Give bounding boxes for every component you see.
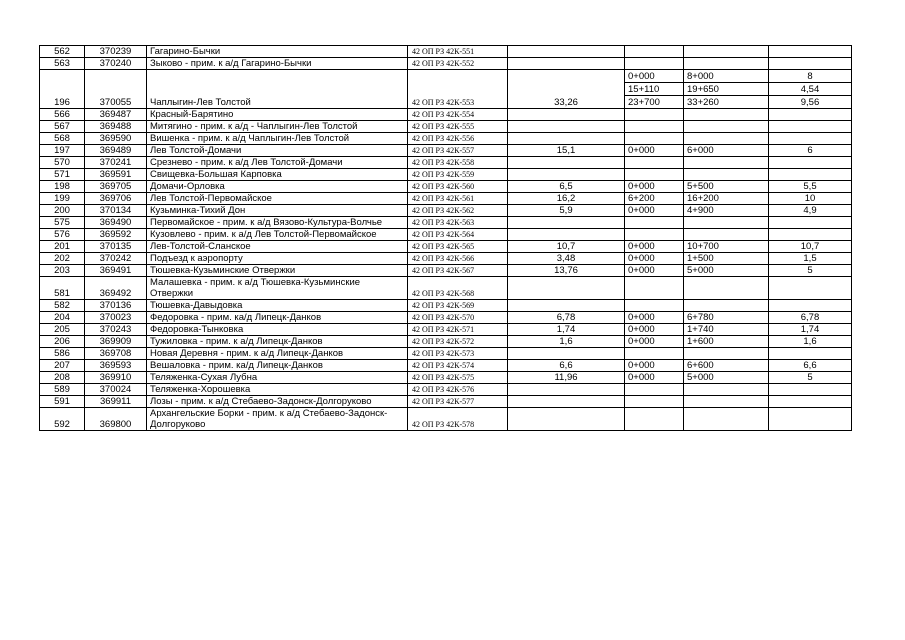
table-row [40,348,852,360]
row-number-cell: 581 [40,277,85,300]
table-row [40,133,852,145]
length-cell [508,277,625,300]
segment-to-cell: 16+200 [684,193,769,205]
segment-from-cell: 0+000 [625,145,684,157]
table-row [40,241,852,253]
road-id-cell: 42 ОП РЗ 42К-564 [408,229,508,241]
table-row [40,217,852,229]
code-cell: 369591 [85,169,147,181]
row-number-cell: 591 [40,396,85,408]
code-cell: 369800 [85,408,147,431]
road-name-cell: Лев-Толстой-Сланское [147,241,408,253]
road-name-cell: Тюшевка-Кузьминские Отвержки [147,265,408,277]
row-number-cell: 589 [40,384,85,396]
road-name-cell: Лозы - прим. к а/д Стебаево-Задонск-Долгоруково [147,396,408,408]
segment-to-cell [684,217,769,229]
code-cell: 370241 [85,157,147,169]
segment-to-cell: 4+900 [684,205,769,217]
code-cell: 369910 [85,372,147,384]
table-row [40,336,852,348]
segment-to-cell [684,300,769,312]
road-id-cell: 42 ОП РЗ 42К-570 [408,312,508,324]
row-number-cell: 200 [40,205,85,217]
segment-to-cell: 8+000 [684,70,769,83]
segment-to-cell: 6+600 [684,360,769,372]
table-row [40,70,852,83]
segment-to-cell: 10+700 [684,241,769,253]
segment-length-cell: 1,5 [769,253,852,265]
segment-to-cell: 1+600 [684,336,769,348]
segment-from-cell [625,133,684,145]
segment-from-cell [625,300,684,312]
code-cell: 369487 [85,109,147,121]
segment-to-cell: 5+500 [684,181,769,193]
segment-length-cell [769,157,852,169]
length-cell [508,169,625,181]
road-id-cell: 42 ОП РЗ 42К-562 [408,205,508,217]
row-number-cell: 207 [40,360,85,372]
segment-length-cell [769,348,852,360]
road-id-cell: 42 ОП РЗ 42К-556 [408,133,508,145]
segment-to-cell [684,121,769,133]
segment-to-cell: 1+500 [684,253,769,265]
segment-length-cell: 5 [769,265,852,277]
segment-from-cell: 0+000 [625,336,684,348]
length-cell: 11,96 [508,372,625,384]
road-id-cell: 42 ОП РЗ 42К-568 [408,277,508,300]
length-cell [508,384,625,396]
road-name-cell: Федоровка-Тынковка [147,324,408,336]
road-id-cell: 42 ОП РЗ 42К-553 [408,70,508,109]
code-cell: 369492 [85,277,147,300]
code-cell: 370023 [85,312,147,324]
road-name-cell: Домачи-Орловка [147,181,408,193]
segment-from-cell [625,396,684,408]
segment-length-cell [769,384,852,396]
segment-to-cell: 5+000 [684,265,769,277]
road-name-cell: Архангельские Борки - прим. к а/д Стебаево-Задонск-Долгоруково [147,408,408,431]
code-cell: 370240 [85,58,147,70]
segment-length-cell [769,133,852,145]
segment-from-cell: 0+000 [625,372,684,384]
road-id-cell: 42 ОП РЗ 42К-565 [408,241,508,253]
segment-from-cell [625,157,684,169]
code-cell: 369590 [85,133,147,145]
table-row [40,58,852,70]
segment-from-cell: 0+000 [625,181,684,193]
table-row [40,384,852,396]
row-number-cell: 206 [40,336,85,348]
code-cell: 369592 [85,229,147,241]
table-row [40,372,852,384]
road-name-cell: Новая Деревня - прим. к а/д Липецк-Данков [147,348,408,360]
segment-from-cell: 0+000 [625,265,684,277]
segment-from-cell: 0+000 [625,360,684,372]
row-number-cell: 582 [40,300,85,312]
segment-from-cell: 15+110 [625,83,684,96]
segment-length-cell: 5,5 [769,181,852,193]
roads-table [39,45,852,431]
segment-from-cell: 0+000 [625,312,684,324]
length-cell: 15,1 [508,145,625,157]
table-row [40,46,852,58]
road-id-cell: 42 ОП РЗ 42К-554 [408,109,508,121]
segment-from-cell: 0+000 [625,205,684,217]
road-id-cell: 42 ОП РЗ 42К-569 [408,300,508,312]
segment-from-cell: 0+000 [625,241,684,253]
road-name-cell: Гагарино-Бычки [147,46,408,58]
row-number-cell: 204 [40,312,85,324]
row-number-cell: 197 [40,145,85,157]
table-row [40,109,852,121]
length-cell [508,229,625,241]
road-name-cell: Тужиловка - прим. к а/д Липецк-Данков [147,336,408,348]
code-cell: 370024 [85,384,147,396]
segment-to-cell [684,133,769,145]
segment-to-cell [684,384,769,396]
road-name-cell: Первомайское - прим. к а/д Вязово-Культура-Волчье [147,217,408,229]
segment-from-cell [625,384,684,396]
table-body [40,46,852,431]
length-cell [508,396,625,408]
segment-length-cell: 1,74 [769,324,852,336]
code-cell: 370134 [85,205,147,217]
code-cell: 369488 [85,121,147,133]
code-cell: 370135 [85,241,147,253]
code-cell: 369491 [85,265,147,277]
code-cell: 369911 [85,396,147,408]
road-id-cell: 42 ОП РЗ 42К-560 [408,181,508,193]
segment-from-cell [625,169,684,181]
code-cell: 369593 [85,360,147,372]
length-cell: 3,48 [508,253,625,265]
code-cell: 370055 [85,70,147,109]
segment-to-cell: 5+000 [684,372,769,384]
segment-from-cell: 0+000 [625,70,684,83]
length-cell [508,348,625,360]
length-cell: 16,2 [508,193,625,205]
road-name-cell: Свищевка-Большая Карповка [147,169,408,181]
segment-length-cell: 5 [769,372,852,384]
table-row [40,300,852,312]
road-name-cell: Федоровка - прим. ка/д Липецк-Данков [147,312,408,324]
segment-length-cell [769,169,852,181]
road-id-cell: 42 ОП РЗ 42К-555 [408,121,508,133]
segment-length-cell: 9,56 [769,96,852,109]
table-row [40,145,852,157]
code-cell: 369705 [85,181,147,193]
segment-length-cell: 6,6 [769,360,852,372]
road-name-cell: Чаплыгин-Лев Толстой [147,70,408,109]
table-row [40,229,852,241]
row-number-cell: 576 [40,229,85,241]
road-name-cell: Кузовлево - прим. к а/д Лев Толстой-Первомайское [147,229,408,241]
segment-from-cell [625,121,684,133]
row-number-cell: 575 [40,217,85,229]
segment-to-cell [684,229,769,241]
row-number-cell: 198 [40,181,85,193]
road-id-cell: 42 ОП РЗ 42К-577 [408,396,508,408]
segment-to-cell: 6+780 [684,312,769,324]
table-row [40,121,852,133]
segment-length-cell: 8 [769,70,852,83]
road-name-cell: Лев Толстой-Домачи [147,145,408,157]
row-number-cell: 562 [40,46,85,58]
road-id-cell: 42 ОП РЗ 42К-558 [408,157,508,169]
segment-to-cell [684,396,769,408]
length-cell: 6,5 [508,181,625,193]
segment-to-cell [684,348,769,360]
segment-to-cell: 6+000 [684,145,769,157]
table-row [40,277,852,300]
segment-from-cell [625,217,684,229]
segment-to-cell [684,169,769,181]
code-cell: 369708 [85,348,147,360]
segment-to-cell: 19+650 [684,83,769,96]
road-id-cell: 42 ОП РЗ 42К-561 [408,193,508,205]
segment-length-cell: 10,7 [769,241,852,253]
length-cell [508,300,625,312]
road-id-cell: 42 ОП РЗ 42К-566 [408,253,508,265]
segment-length-cell: 4,54 [769,83,852,96]
segment-length-cell [769,58,852,70]
length-cell [508,109,625,121]
code-cell: 370239 [85,46,147,58]
length-cell [508,408,625,431]
row-number-cell: 586 [40,348,85,360]
road-id-cell: 42 ОП РЗ 42К-578 [408,408,508,431]
segment-from-cell [625,109,684,121]
length-cell: 33,26 [508,70,625,109]
row-number-cell: 592 [40,408,85,431]
row-number-cell: 201 [40,241,85,253]
segment-length-cell: 6 [769,145,852,157]
segment-length-cell: 6,78 [769,312,852,324]
length-cell [508,157,625,169]
length-cell: 5,9 [508,205,625,217]
segment-length-cell: 1,6 [769,336,852,348]
length-cell: 10,7 [508,241,625,253]
row-number-cell: 196 [40,70,85,109]
row-number-cell: 571 [40,169,85,181]
segment-from-cell [625,348,684,360]
segment-to-cell [684,408,769,431]
table-row [40,193,852,205]
road-id-cell: 42 ОП РЗ 42К-552 [408,58,508,70]
road-name-cell: Срезнево - прим. к а/д Лев Толстой-Домачи [147,157,408,169]
road-name-cell: Лев Толстой-Первомайское [147,193,408,205]
length-cell: 6,78 [508,312,625,324]
segment-length-cell: 4,9 [769,205,852,217]
segment-to-cell [684,277,769,300]
segment-from-cell [625,277,684,300]
length-cell: 6,6 [508,360,625,372]
road-name-cell: Подъезд к аэропорту [147,253,408,265]
table-row [40,408,852,431]
length-cell: 13,76 [508,265,625,277]
road-name-cell: Красный-Барятино [147,109,408,121]
segment-length-cell [769,300,852,312]
road-id-cell: 42 ОП РЗ 42К-574 [408,360,508,372]
table-row [40,360,852,372]
segment-to-cell [684,157,769,169]
code-cell: 370242 [85,253,147,265]
row-number-cell: 203 [40,265,85,277]
road-id-cell: 42 ОП РЗ 42К-557 [408,145,508,157]
table-row [40,253,852,265]
table-row [40,324,852,336]
road-name-cell: Теляженка-Хорошевка [147,384,408,396]
segment-from-cell: 6+200 [625,193,684,205]
segment-length-cell [769,109,852,121]
road-id-cell: 42 ОП РЗ 42К-573 [408,348,508,360]
code-cell: 369489 [85,145,147,157]
table-row [40,181,852,193]
table-row [40,157,852,169]
row-number-cell: 567 [40,121,85,133]
segment-from-cell: 0+000 [625,324,684,336]
table-row [40,396,852,408]
table-row [40,169,852,181]
code-cell: 370243 [85,324,147,336]
row-number-cell: 205 [40,324,85,336]
road-name-cell: Вешаловка - прим. ка/д Липецк-Данков [147,360,408,372]
length-cell: 1,74 [508,324,625,336]
segment-length-cell [769,396,852,408]
row-number-cell: 199 [40,193,85,205]
row-number-cell: 202 [40,253,85,265]
segment-from-cell: 23+700 [625,96,684,109]
code-cell: 370136 [85,300,147,312]
code-cell: 369490 [85,217,147,229]
segment-length-cell [769,229,852,241]
segment-to-cell [684,46,769,58]
road-id-cell: 42 ОП РЗ 42К-551 [408,46,508,58]
segment-to-cell: 1+740 [684,324,769,336]
road-name-cell: Зыково - прим. к а/д Гагарино-Бычки [147,58,408,70]
code-cell: 369706 [85,193,147,205]
road-id-cell: 42 ОП РЗ 42К-567 [408,265,508,277]
road-name-cell: Малашевка - прим. к а/д Тюшевка-Кузьминские Отвержки [147,277,408,300]
length-cell [508,121,625,133]
length-cell [508,217,625,229]
segment-to-cell: 33+260 [684,96,769,109]
length-cell [508,133,625,145]
road-id-cell: 42 ОП РЗ 42К-576 [408,384,508,396]
length-cell [508,58,625,70]
road-name-cell: Вишенка - прим. к а/д Чаплыгин-Лев Толстой [147,133,408,145]
table-row [40,312,852,324]
road-id-cell: 42 ОП РЗ 42К-563 [408,217,508,229]
segment-to-cell [684,58,769,70]
segment-length-cell [769,121,852,133]
row-number-cell: 568 [40,133,85,145]
segment-from-cell [625,229,684,241]
row-number-cell: 563 [40,58,85,70]
segment-from-cell [625,46,684,58]
segment-length-cell [769,408,852,431]
segment-length-cell [769,217,852,229]
segment-from-cell [625,408,684,431]
code-cell: 369909 [85,336,147,348]
road-id-cell: 42 ОП РЗ 42К-572 [408,336,508,348]
road-id-cell: 42 ОП РЗ 42К-559 [408,169,508,181]
road-name-cell: Митягино - прим. к а/д - Чаплыгин-Лев Толстой [147,121,408,133]
road-id-cell: 42 ОП РЗ 42К-571 [408,324,508,336]
road-name-cell: Тюшевка-Давыдовка [147,300,408,312]
road-name-cell: Кузьминка-Тихий Дон [147,205,408,217]
table-row [40,205,852,217]
segment-from-cell: 0+000 [625,253,684,265]
segment-length-cell [769,277,852,300]
length-cell: 1,6 [508,336,625,348]
row-number-cell: 566 [40,109,85,121]
segment-length-cell [769,46,852,58]
length-cell [508,46,625,58]
row-number-cell: 570 [40,157,85,169]
segment-to-cell [684,109,769,121]
segment-from-cell [625,58,684,70]
segment-length-cell: 10 [769,193,852,205]
table-row [40,265,852,277]
road-name-cell: Теляженка-Сухая Лубна [147,372,408,384]
row-number-cell: 208 [40,372,85,384]
road-id-cell: 42 ОП РЗ 42К-575 [408,372,508,384]
